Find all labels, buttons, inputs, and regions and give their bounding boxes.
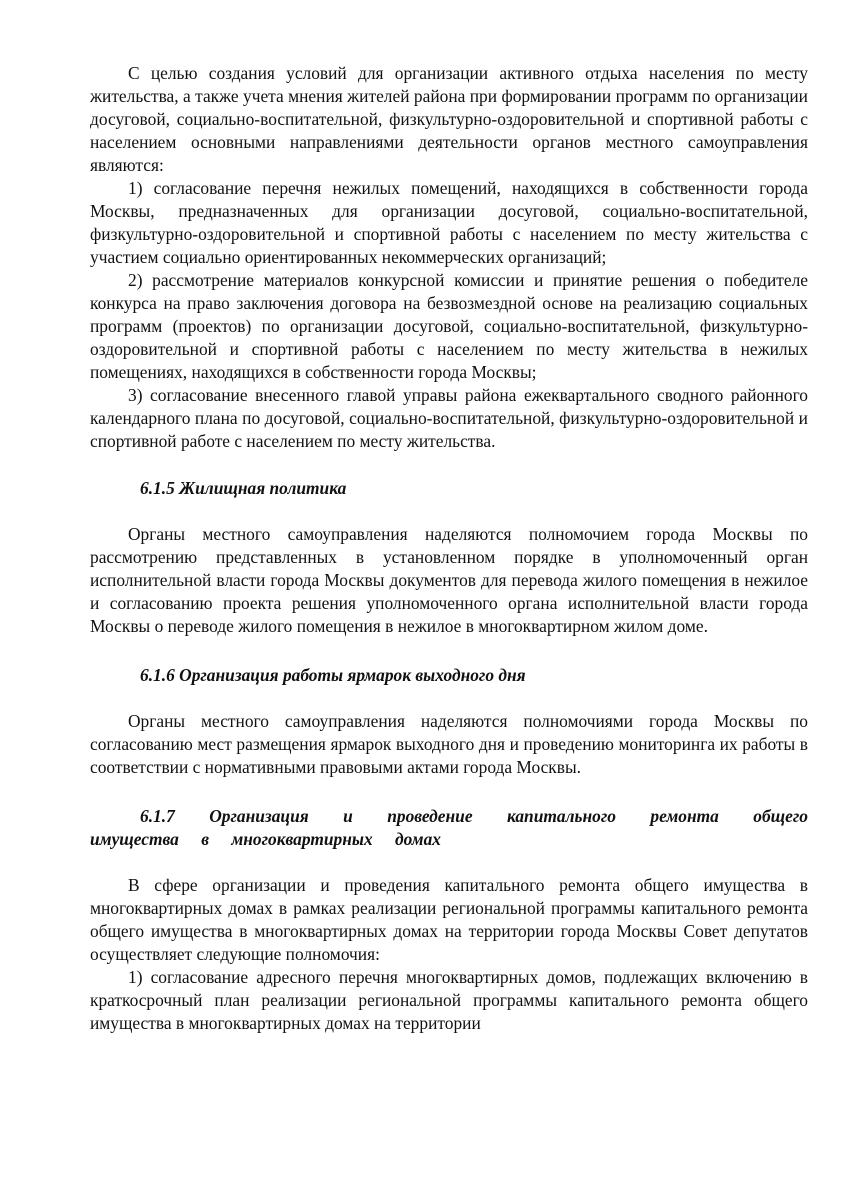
list-item: 1) согласование перечня нежилых помещений, находящихся в собственности города Москвы, предназначенных для организации досуговой, социально-воспитательной, физкультурно-оздоровительной и спортивной работы с населением по месту жительства с участием социально ориентированных некоммерческих организаций; — [90, 178, 808, 267]
section-text-6-1-5: Органы местного самоуправления наделяются полномочием города Москвы по рассмотрению представленных в установленном порядке в уполномоченный орган исполнительной власти города Москвы документов для перевода жилого помещения в нежилое и согласованию проекта решения уполномоченного органа исполнительной власти города Москвы о переводе жилого помещения в нежилое в многоквартирном жилом доме. — [90, 524, 808, 636]
section-text-6-1-6: Органы местного самоуправления наделяются полномочиями города Москвы по согласованию мест размещения ярмарок выходного дня и проведению мониторинга их работы в соответствии с нормативными правовыми актами города Москвы. — [90, 711, 808, 777]
section-text-6-1-7: В сфере организации и проведения капитального ремонта общего имущества в многоквартирных домах в рамках реализации региональной программы капитального ремонта общего имущества в многоквартирных домах на территории города Москвы Совет депутатов осуществляет следующие полномочия: — [90, 875, 808, 964]
section-heading-6-1-6: 6.1.6 Организация работы ярмарок выходного дня — [140, 665, 526, 685]
document-page — [90, 62, 808, 1035]
section-heading-6-1-5: 6.1.5 Жилищная политика — [140, 478, 347, 498]
list-item: 3) согласование внесенного главой управы района ежеквартального сводного районного календарного плана по досуговой, социально-воспитательной, физкультурно-оздоровительной и спортивной работе с населением по месту жительства. — [90, 385, 808, 451]
section-heading-6-1-7: 6.1.7 Организация и проведение капитального ремонта общего имущества в многоквартирных домах — [90, 806, 808, 849]
intro-paragraph: С целью создания условий для организации активного отдыха населения по месту жительства, а также учета мнения жителей района при формировании программ по организации досуговой, социально-воспитательной, физкультурно-оздоровительной и спортивной работы с населением основными направлениями деятельности органов местного самоуправления являются: — [90, 63, 808, 175]
list-item: 2) рассмотрение материалов конкурсной комиссии и принятие решения о победителе конкурса на право заключения договора на безвозмездной основе на реализацию социальных программ (проектов) по организации досуговой, социально-воспитательной, физкультурно-оздоровительной и спортивной работы с населением по месту жительства в нежилых помещениях, находящихся в собственности города Москвы; — [90, 270, 808, 382]
list-item: 1) согласование адресного перечня многоквартирных домов, подлежащих включению в краткосрочный план реализации региональной программы капитального ремонта общего имущества в многоквартирных домах на территории — [90, 967, 808, 1033]
